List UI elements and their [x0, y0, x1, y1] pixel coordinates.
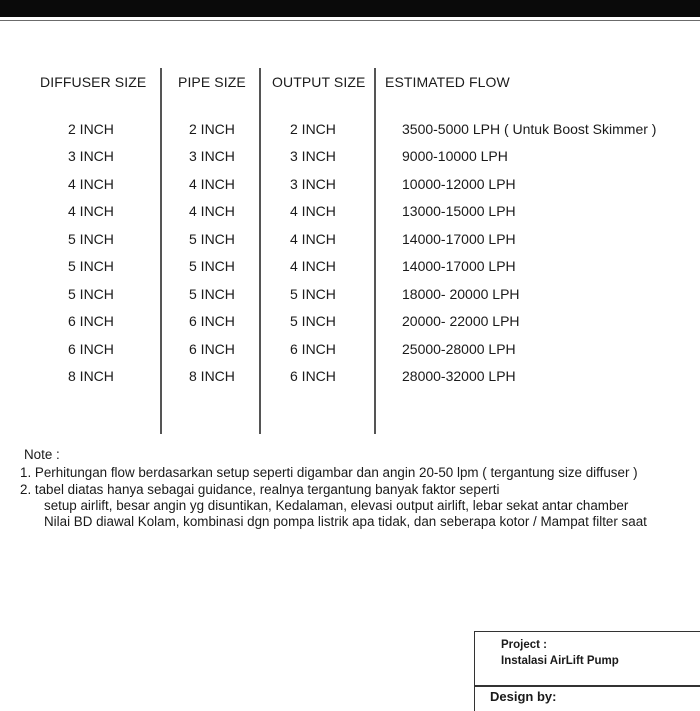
cell-output-size: 6 INCH — [290, 341, 336, 357]
cell-diffuser-size: 6 INCH — [68, 341, 114, 357]
cell-pipe-size: 4 INCH — [189, 203, 235, 219]
cell-output-size: 5 INCH — [290, 286, 336, 302]
cell-estimated-flow: 13000-15000 LPH — [402, 203, 516, 219]
cell-diffuser-size: 5 INCH — [68, 286, 114, 302]
cell-diffuser-size: 5 INCH — [68, 231, 114, 247]
notes-title: Note : — [24, 447, 60, 462]
cell-estimated-flow: 9000-10000 LPH — [402, 148, 508, 164]
cell-diffuser-size: 4 INCH — [68, 176, 114, 192]
cell-pipe-size: 5 INCH — [189, 231, 235, 247]
cell-diffuser-size: 6 INCH — [68, 313, 114, 329]
note-line-4: Nilai BD diawal Kolam, kombinasi dgn pompa listrik apa tidak, dan seberapa kotor / Mampat filter saat — [44, 514, 647, 529]
cell-output-size: 4 INCH — [290, 258, 336, 274]
project-label: Project : — [501, 639, 548, 651]
top-black-bar — [0, 0, 700, 17]
column-separator — [259, 68, 261, 434]
top-rule-line — [0, 20, 700, 21]
note-line-3: setup airlift, besar angin yg disuntikan, Kedalaman, elevasi output airlift, lebar sekat antar chamber — [44, 498, 629, 513]
cell-estimated-flow: 3500-5000 LPH ( Untuk Boost Skimmer ) — [402, 121, 657, 137]
cell-estimated-flow: 14000-17000 LPH — [402, 231, 516, 247]
cell-diffuser-size: 5 INCH — [68, 258, 114, 274]
cell-output-size: 2 INCH — [290, 121, 336, 137]
cell-estimated-flow: 10000-12000 LPH — [402, 176, 516, 192]
cell-pipe-size: 6 INCH — [189, 341, 235, 357]
cell-pipe-size: 5 INCH — [189, 286, 235, 302]
header-estimated-flow: ESTIMATED FLOW — [385, 74, 510, 90]
cell-pipe-size: 3 INCH — [189, 148, 235, 164]
cell-estimated-flow: 28000-32000 LPH — [402, 368, 516, 384]
cell-estimated-flow: 14000-17000 LPH — [402, 258, 516, 274]
cell-output-size: 4 INCH — [290, 203, 336, 219]
header-diffuser-size: DIFFUSER SIZE — [40, 74, 147, 90]
design-by-label: Design by: — [490, 689, 557, 704]
cell-diffuser-size: 4 INCH — [68, 203, 114, 219]
cell-estimated-flow: 20000- 22000 LPH — [402, 313, 520, 329]
header-pipe-size: PIPE SIZE — [178, 74, 246, 90]
cell-estimated-flow: 18000- 20000 LPH — [402, 286, 520, 302]
cell-diffuser-size: 3 INCH — [68, 148, 114, 164]
header-output-size: OUTPUT SIZE — [272, 74, 366, 90]
cell-pipe-size: 6 INCH — [189, 313, 235, 329]
cell-pipe-size: 4 INCH — [189, 176, 235, 192]
column-separator — [374, 68, 376, 434]
cell-diffuser-size: 8 INCH — [68, 368, 114, 384]
cell-output-size: 6 INCH — [290, 368, 336, 384]
note-line-2: 2. tabel diatas hanya sebagai guidance, realnya tergantung banyak faktor seperti — [20, 482, 500, 497]
project-name: Instalasi AirLift Pump — [501, 655, 619, 667]
cell-estimated-flow: 25000-28000 LPH — [402, 341, 516, 357]
cell-pipe-size: 5 INCH — [189, 258, 235, 274]
column-separator — [160, 68, 162, 434]
title-block-divider — [475, 685, 700, 687]
cell-output-size: 5 INCH — [290, 313, 336, 329]
cell-diffuser-size: 2 INCH — [68, 121, 114, 137]
cell-pipe-size: 8 INCH — [189, 368, 235, 384]
cell-output-size: 3 INCH — [290, 148, 336, 164]
cell-pipe-size: 2 INCH — [189, 121, 235, 137]
cell-output-size: 4 INCH — [290, 231, 336, 247]
cell-output-size: 3 INCH — [290, 176, 336, 192]
note-line-1: 1. Perhitungan flow berdasarkan setup seperti digambar dan angin 20-50 lpm ( tergantung size diffuser ) — [20, 465, 638, 480]
